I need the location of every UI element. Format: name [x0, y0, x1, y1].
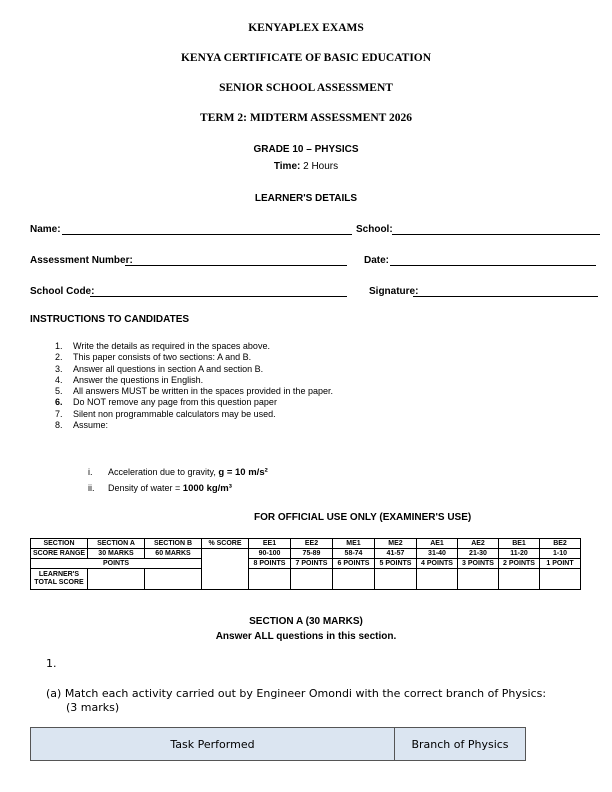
section-b-score-cell[interactable] [145, 569, 202, 590]
instruction-item: 3. Answer all questions in section A and section B. [55, 363, 264, 374]
task-performed-header: Task Performed [31, 728, 395, 761]
assume-density: ii. Density of water = 1000 kg/m³ [88, 483, 232, 494]
section-a-title: SECTION A (30 MARKS) [249, 616, 363, 627]
section-a-score-cell[interactable] [88, 569, 145, 590]
score-table-header-row: SECTION SECTION A SECTION B % SCORE EE1 EE2 ME1 ME2 AE1 AE2 BE1 BE2 [31, 539, 581, 549]
signature-label: Signature: [369, 286, 419, 297]
instruction-item: 8. Assume: [55, 420, 109, 431]
date-label: Date: [364, 255, 390, 266]
instruction-item: 5. All answers MUST be written in the spaces provided in the paper. [55, 386, 333, 397]
question-number: 1. [46, 657, 57, 670]
assessment-level-title: SENIOR SCHOOL ASSESSMENT [219, 82, 393, 94]
assume-gravity: i. Acceleration due to gravity, g = 10 m/s² [88, 467, 268, 478]
section-a-instruction: Answer ALL questions in this section. [215, 631, 397, 642]
match-table [30, 727, 526, 761]
name-label: Name: [30, 224, 61, 235]
term-title: TERM 2: MIDTERM ASSESSMENT 2026 [200, 112, 412, 124]
match-table-header-row [31, 728, 526, 761]
time-value: 2 Hours [303, 161, 339, 172]
assessment-number-field[interactable] [125, 265, 347, 266]
school-field[interactable] [392, 234, 600, 235]
certificate-title: KENYA CERTIFICATE OF BASIC EDUCATION [180, 52, 432, 64]
instruction-item: 1. Write the details as required in the spaces above. [55, 341, 270, 351]
exam-body-title: KENYAPLEX EXAMS [248, 22, 364, 34]
instruction-item: 7. Silent non programmable calculators may be used. [55, 408, 276, 419]
learner-total-row: LEARNER'S TOTAL SCORE [31, 569, 581, 590]
percent-score-cell[interactable] [202, 549, 249, 590]
name-field[interactable] [62, 234, 352, 235]
school-code-field[interactable] [90, 296, 347, 297]
official-use-heading: FOR OFFICIAL USE ONLY (EXAMINER'S USE) [254, 512, 472, 523]
time-label: Time: [273, 161, 301, 172]
subject-title: GRADE 10 – PHYSICS [253, 144, 359, 155]
instruction-item: 4. Answer the questions in English. [55, 374, 204, 385]
instruction-item: 6. Do NOT remove any page from this question paper [55, 397, 277, 408]
signature-field[interactable] [413, 296, 598, 297]
school-code-label: School Code: [30, 286, 95, 297]
instructions-list [55, 341, 375, 431]
score-range-row: SCORE RANGE 30 MARKS 60 MARKS 90-100 75-89 58-74 41-57 31-40 21-30 11-20 1-10 [31, 549, 581, 559]
points-row: POINTS 8 POINTS 7 POINTS 6 POINTS 5 POINTS 4 POINTS 3 POINTS 2 POINTS 1 POINT [31, 559, 581, 569]
assessment-number-label: Assessment Number: [30, 255, 133, 266]
date-field[interactable] [390, 265, 596, 266]
question-part-a-marks: (3 marks) [66, 701, 120, 714]
learner-details-heading: LEARNER'S DETAILS [254, 193, 358, 204]
instructions-heading: INSTRUCTIONS TO CANDIDATES [30, 314, 190, 325]
question-part-a-text: (a) Match each activity carried out by Engineer Omondi with the correct branch of Physics: [46, 687, 547, 700]
school-label: School: [356, 224, 393, 235]
exam-time [0, 161, 612, 172]
branch-of-physics-header: Branch of Physics [395, 728, 526, 761]
instruction-item: 2. This paper consists of two sections: A and B. [55, 352, 252, 363]
score-table [30, 538, 581, 590]
